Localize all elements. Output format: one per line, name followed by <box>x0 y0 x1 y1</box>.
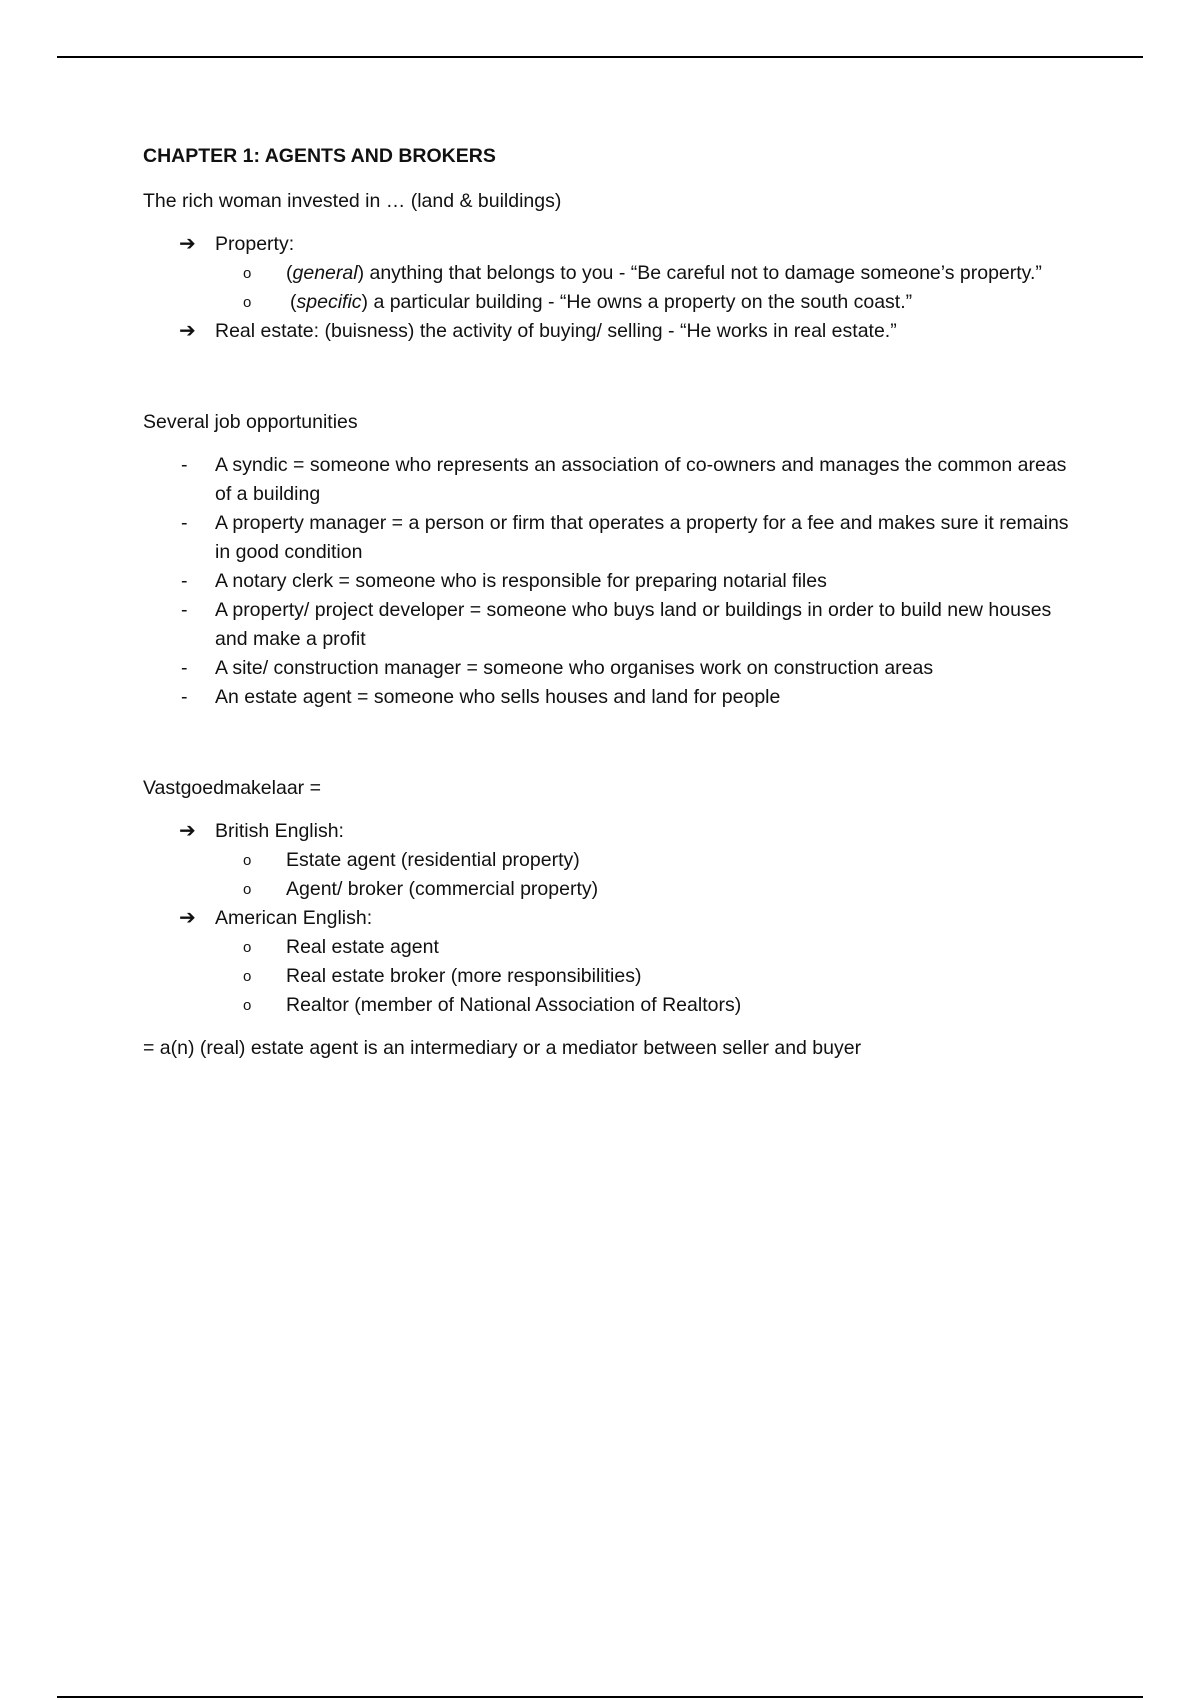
list-item <box>143 817 1083 904</box>
property-list <box>143 230 1083 346</box>
arrow-icon: ➔ <box>179 907 196 929</box>
list-item <box>143 962 1083 991</box>
circle-bullet-icon: o <box>243 852 252 869</box>
footer-rule <box>57 1696 1143 1698</box>
list-item <box>143 991 1083 1020</box>
circle-bullet-icon: o <box>243 881 252 898</box>
job-text: An estate agent = someone who sells houses and land for people <box>215 686 781 708</box>
term-text: Estate agent (residential property) <box>286 849 580 871</box>
job-text: A property manager = a person or firm that operates a property for a fee and makes sure it remains in good condition <box>215 512 1069 563</box>
dash-bullet: - <box>181 570 188 592</box>
qualifier-specific: specific <box>296 291 362 313</box>
variants-list <box>143 817 1083 1020</box>
list-item <box>143 904 1083 1020</box>
dash-bullet: - <box>181 454 188 476</box>
list-item <box>143 654 1083 683</box>
circle-bullet-icon: o <box>243 997 252 1014</box>
job-text: A property/ project developer = someone who buys land or buildings in order to build new houses and make a profit <box>215 599 1052 650</box>
dash-bullet: - <box>181 657 188 679</box>
property-sublist <box>143 259 1083 317</box>
term-text: Agent/ broker (commercial property) <box>286 878 599 900</box>
header-rule <box>57 56 1143 58</box>
list-item <box>143 875 1083 904</box>
variant-terms <box>143 933 1083 1020</box>
list-item <box>143 596 1083 654</box>
circle-bullet-icon: o <box>243 294 252 311</box>
list-item <box>143 230 1083 317</box>
job-text: A notary clerk = someone who is responsible for preparing notarial files <box>215 570 827 592</box>
document-body <box>143 142 1083 1077</box>
variant-terms <box>143 846 1083 904</box>
variant-label: American English: <box>215 907 373 929</box>
list-item <box>143 451 1083 509</box>
circle-bullet-icon: o <box>243 968 252 985</box>
list-item: o (specific) a particular building - “He owns a property on the south coast.” <box>143 288 1083 317</box>
definition-text: ) anything that belongs to you - “Be careful not to damage someone’s property.” <box>357 262 1042 284</box>
property-label: Property: <box>215 233 295 255</box>
list-item <box>143 567 1083 596</box>
list-item <box>143 683 1083 712</box>
circle-bullet-icon: o <box>243 265 252 282</box>
intro-line: The rich woman invested in … (land & buildings) <box>143 190 562 212</box>
list-item <box>143 846 1083 875</box>
term-text: Real estate broker (more responsibilities) <box>286 965 642 987</box>
list-item <box>143 933 1083 962</box>
translation-heading: Vastgoedmakelaar = <box>143 777 321 799</box>
arrow-icon: ➔ <box>179 233 196 255</box>
list-item <box>143 317 1083 346</box>
chapter-title: CHAPTER 1: AGENTS AND BROKERS <box>143 145 496 167</box>
circle-bullet-icon: o <box>243 939 252 956</box>
dash-bullet: - <box>181 686 188 708</box>
term-text: Real estate agent <box>286 936 439 958</box>
list-item: o (general) anything that belongs to you - “Be careful not to damage someone’s property.” <box>143 259 1083 288</box>
job-text: A syndic = someone who represents an association of co-owners and manages the common areas of a building <box>215 454 1067 505</box>
variant-label: British English: <box>215 820 344 842</box>
definition-text: ) a particular building - “He owns a property on the south coast.” <box>361 291 913 313</box>
job-text: A site/ construction manager = someone who organises work on construction areas <box>215 657 934 679</box>
dash-bullet: - <box>181 599 188 621</box>
arrow-icon: ➔ <box>179 820 196 842</box>
arrow-icon: ➔ <box>179 320 196 342</box>
real-estate-definition: Real estate: (buisness) the activity of buying/ selling - “He works in real estate.” <box>215 320 897 342</box>
conclusion-line: = a(n) (real) estate agent is an intermediary or a mediator between seller and buyer <box>143 1037 862 1059</box>
jobs-list <box>143 451 1083 712</box>
list-item <box>143 509 1083 567</box>
dash-bullet: - <box>181 512 188 534</box>
term-text: Realtor (member of National Association of Realtors) <box>286 994 742 1016</box>
jobs-heading: Several job opportunities <box>143 411 358 433</box>
qualifier-general: general <box>292 262 358 284</box>
